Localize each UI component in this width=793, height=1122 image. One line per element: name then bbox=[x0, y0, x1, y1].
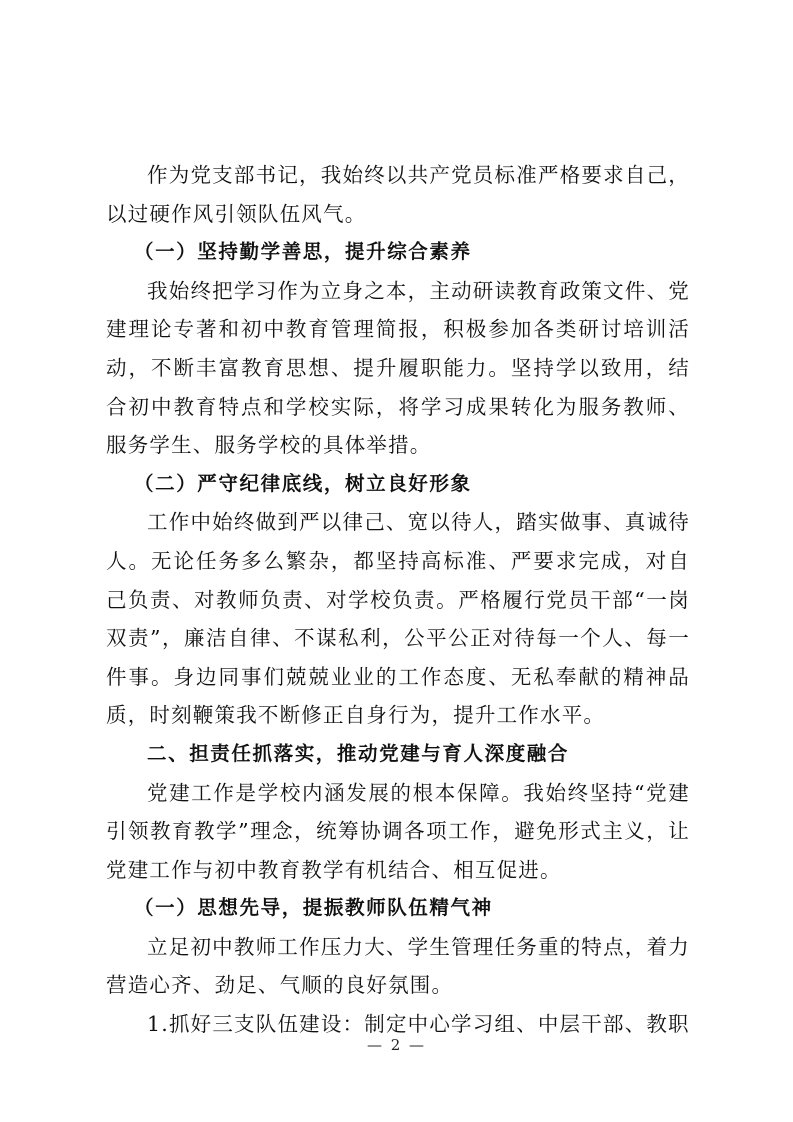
paragraph-intro: 作为党支部书记，我始终以共产党员标准严格要求自己，以过硬作风引领队伍风气。 bbox=[106, 163, 690, 226]
page-number: — 2 — bbox=[366, 1036, 427, 1054]
subheading-discipline: （二）严守纪律底线，树立良好形象 bbox=[134, 471, 472, 495]
section-heading-responsibility: 二、担责任抓落实，推动党建与育人深度融合 bbox=[147, 741, 570, 765]
paragraph-atmosphere: 立足初中教师工作压力大、学生管理任务重的特点，着力营造心齐、劲足、气顺的良好氛围。 bbox=[106, 934, 690, 998]
paragraph-study: 我始终把学习作为立身之本，主动研读教育政策文件、党建理论专著和初中教育管理简报，积极参加各类研讨培训活动，不断丰富教育思想、提升履职能力。坚持学以致用，结合初中教育特点和学校实际，将学习成果转化为服务教师、服务学生、服务学校的具体举措。 bbox=[106, 278, 690, 458]
paragraph-party-building: 党建工作是学校内涵发展的根本保障。我始终坚持“党建引领教育教学”理念，统筹协调各项工作，避免形式主义，让党建工作与初中教育教学有机结合、相互促进。 bbox=[106, 780, 690, 882]
subheading-ideology: （一）思想先导，提振教师队伍精气神 bbox=[134, 896, 493, 920]
subheading-study: （一）坚持勤学善思，提升综合素养 bbox=[134, 240, 472, 264]
document-body bbox=[106, 156, 690, 1044]
paragraph-discipline: 工作中始终做到严以律己、宽以待人，踏实做事、真诚待人。无论任务多么繁杂，都坚持高标准、严要求完成，对自己负责、对教师负责、对学校负责。严格履行党员干部“一岗双责”，廉洁自律、不谋私利，公平公正对待每一个人、每一件事。身边同事们兢兢业业的工作态度、无私奉献的精神品质，时刻鞭策我不断修正自身行为，提升工作水平。 bbox=[106, 510, 690, 728]
paragraph-teams: 1.抓好三支队伍建设：制定中心学习组、中层干部、教职 bbox=[147, 1012, 690, 1037]
